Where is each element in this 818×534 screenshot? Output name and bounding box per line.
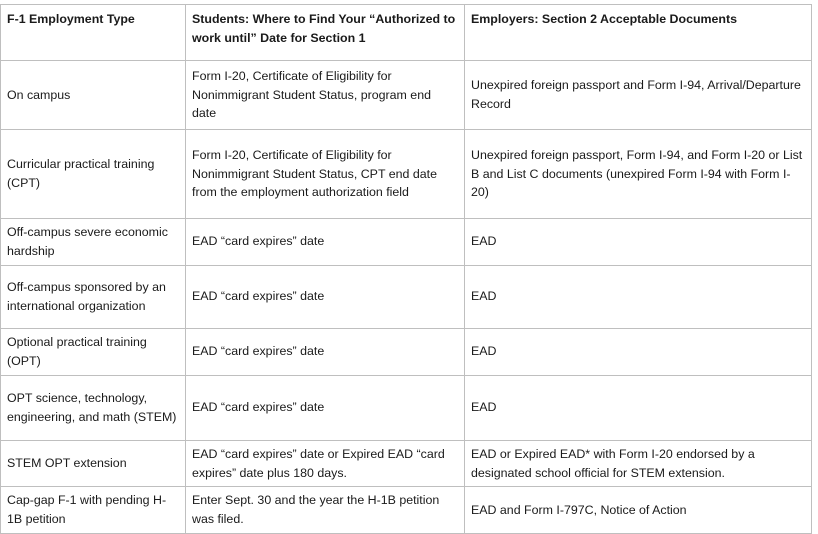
- column-header-students-label: Students: Where to Find Your “Authorized to work until” Date for Section 1: [192, 12, 456, 45]
- cell-students: [186, 328, 465, 375]
- cell-students: [186, 265, 465, 328]
- table-header-row: [1, 5, 812, 61]
- cell-students-text: Form I-20, Certificate of Eligibility for Nonimmigrant Student Status, CPT end date from the employment authorization field: [192, 147, 437, 200]
- cell-students-text: EAD “card expires” date: [192, 289, 325, 304]
- cell-employers: [465, 375, 812, 440]
- cell-employers-text: EAD or Expired EAD* with Form I-20 endorsed by a designated school official for STEM extension.: [471, 446, 755, 480]
- cell-employment-type-text: OPT science, technology, engineering, and math (STEM): [7, 390, 177, 424]
- cell-students-text: EAD “card expires” date: [192, 344, 325, 359]
- cell-employers: [465, 130, 812, 219]
- table-row: [1, 440, 812, 487]
- column-header-employment-type-label: F-1 Employment Type: [7, 12, 135, 26]
- cell-employers-text: Unexpired foreign passport, Form I-94, and Form I-20 or List B and List C documents (unexpired Form I-94 with Form I-20): [471, 147, 803, 200]
- cell-students: [186, 375, 465, 440]
- column-header-employment-type: [1, 5, 186, 61]
- cell-employment-type-text: STEM OPT extension: [7, 456, 127, 471]
- cell-employment-type-text: Curricular practical training (CPT): [7, 157, 155, 190]
- cell-employment-type-text: On campus: [7, 87, 71, 102]
- table-header: [1, 5, 812, 61]
- cell-employers-text: EAD and Form I-797C, Notice of Action: [471, 502, 687, 517]
- table-row: [1, 265, 812, 328]
- cell-employers-text: EAD: [471, 234, 497, 249]
- table-row: [1, 328, 812, 375]
- cell-employment-type: [1, 440, 186, 487]
- cell-employers-text: EAD: [471, 344, 497, 359]
- cell-students: [186, 219, 465, 266]
- f1-employment-authorization-table: [0, 4, 812, 534]
- table-row: [1, 219, 812, 266]
- cell-employers: [465, 61, 812, 130]
- column-header-employers: [465, 5, 812, 61]
- cell-students-text: EAD “card expires” date: [192, 400, 325, 415]
- table-row: [1, 130, 812, 219]
- cell-employment-type: [1, 265, 186, 328]
- table-body: [1, 61, 812, 534]
- cell-employment-type: [1, 61, 186, 130]
- cell-students-text: Enter Sept. 30 and the year the H-1B petition was filed.: [192, 493, 440, 527]
- cell-employment-type: [1, 328, 186, 375]
- cell-employment-type: [1, 487, 186, 534]
- cell-employment-type-text: Optional practical training (OPT): [7, 334, 147, 368]
- table-row: [1, 375, 812, 440]
- table-container: [0, 4, 811, 534]
- cell-employers: [465, 265, 812, 328]
- cell-students-text: EAD “card expires” date: [192, 234, 325, 249]
- cell-students-text: EAD “card expires” date or Expired EAD “card expires” date plus 180 days.: [192, 446, 445, 480]
- cell-employment-type: [1, 219, 186, 266]
- table-row: [1, 61, 812, 130]
- cell-employment-type: [1, 375, 186, 440]
- cell-students: [186, 130, 465, 219]
- cell-employers: [465, 328, 812, 375]
- cell-students: [186, 61, 465, 130]
- column-header-students: [186, 5, 465, 61]
- cell-students-text: Form I-20, Certificate of Eligibility for Nonimmigrant Student Status, program end date: [192, 68, 431, 121]
- table-row: [1, 487, 812, 534]
- cell-employment-type: [1, 130, 186, 219]
- column-header-employers-label: Employers: Section 2 Acceptable Documents: [471, 12, 738, 26]
- cell-employers: [465, 219, 812, 266]
- cell-employers-text: EAD: [471, 400, 497, 415]
- cell-students: [186, 487, 465, 534]
- cell-employers-text: Unexpired foreign passport and Form I-94, Arrival/Departure Record: [471, 78, 801, 111]
- cell-employers: [465, 440, 812, 487]
- cell-employment-type-text: Cap-gap F-1 with pending H-1B petition: [7, 493, 167, 527]
- cell-employers-text: EAD: [471, 289, 497, 304]
- cell-employment-type-text: Off-campus sponsored by an international organization: [7, 279, 166, 313]
- cell-students: [186, 440, 465, 487]
- cell-employment-type-text: Off-campus severe economic hardship: [7, 225, 168, 258]
- cell-employers: [465, 487, 812, 534]
